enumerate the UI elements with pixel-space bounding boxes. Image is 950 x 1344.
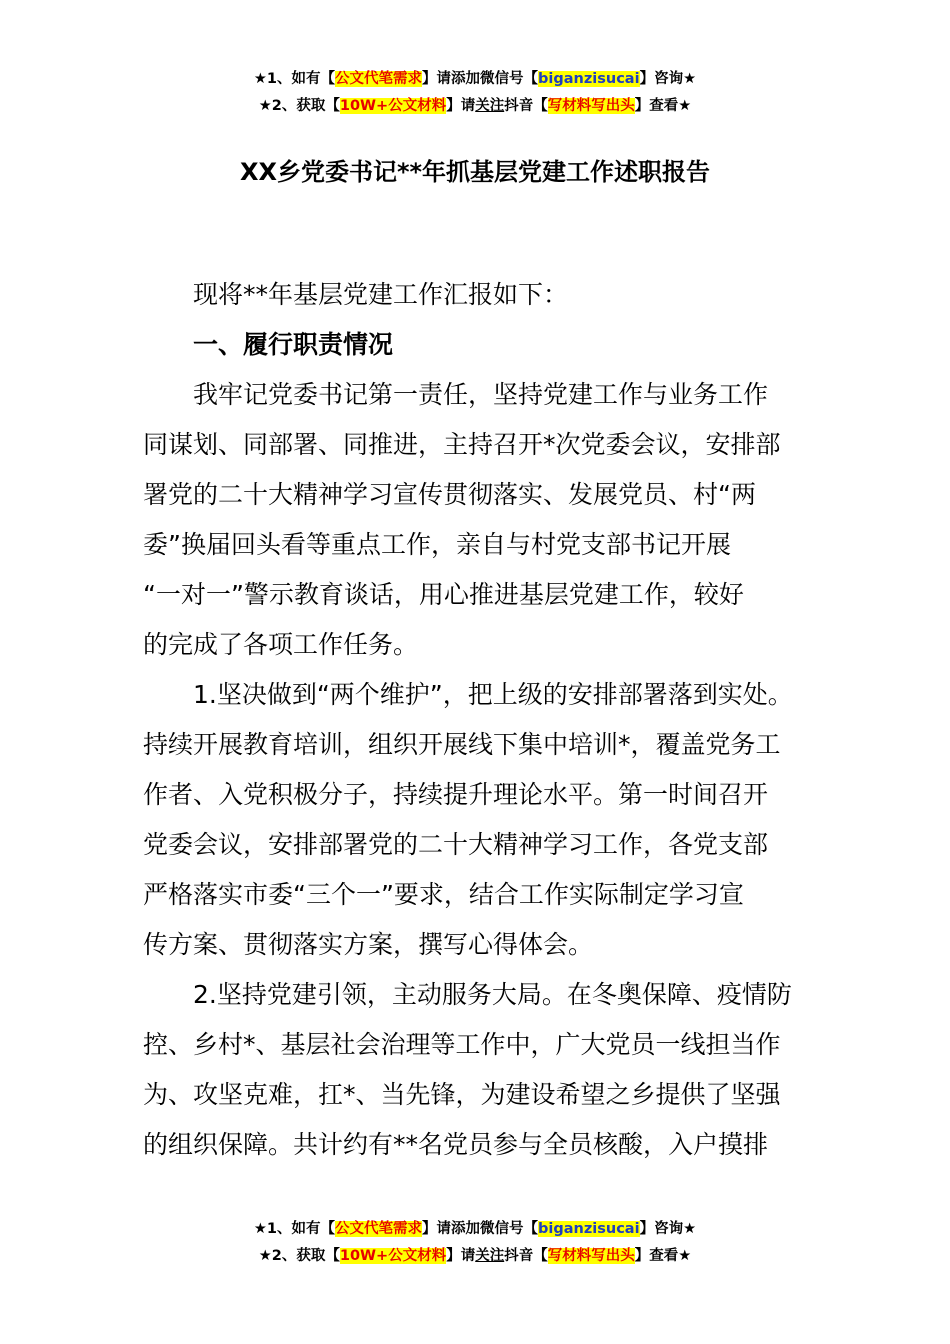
- body-line: 委”换届回头看等重点工作，亲自与村党支部书记开展: [143, 530, 731, 559]
- banner-text: 】咨询★: [639, 71, 697, 87]
- banner-wechat-id: biganzisucai: [538, 71, 640, 87]
- banner-underlined: 关注: [475, 98, 505, 114]
- bottom-banner: [0, 1216, 950, 1270]
- banner-highlight: 写材料写出头: [547, 98, 635, 114]
- banner-text: ★1、如有【: [253, 71, 336, 87]
- banner-line-1: [0, 66, 950, 93]
- banner-line-2: [0, 93, 950, 120]
- banner-text: 抖音【: [504, 1248, 548, 1264]
- banner-text: 】请: [446, 98, 476, 114]
- body-line: 我牢记党委书记第一责任，坚持党建工作与业务工作: [193, 380, 769, 409]
- banner-line-1: [0, 1216, 950, 1243]
- document-title: XX乡党委书记**年抓基层党建工作述职报告: [239, 158, 711, 186]
- banner-text: 】请添加微信号【: [422, 1221, 539, 1237]
- banner-highlight: 公文代笔需求: [335, 1221, 423, 1237]
- body-line: 持续开展教育培训，组织开展线下集中培训*，覆盖党务工: [143, 730, 781, 759]
- banner-wechat-id: biganzisucai: [538, 1221, 640, 1237]
- body-line: 控、乡村*、基层社会治理等工作中，广大党员一线担当作: [143, 1030, 781, 1059]
- banner-text: 抖音【: [504, 98, 548, 114]
- banner-text: 】咨询★: [639, 1221, 697, 1237]
- banner-highlight: 10W+公文材料: [339, 1248, 447, 1264]
- banner-text: 】查看★: [634, 98, 692, 114]
- banner-text: ★2、获取【: [258, 1248, 340, 1264]
- body-line: “一对一”警示教育谈话，用心推进基层党建工作，较好: [143, 580, 744, 609]
- body-line: 现将**年基层党建工作汇报如下：: [193, 280, 569, 309]
- top-banner: [0, 66, 950, 120]
- banner-text: ★2、获取【: [258, 98, 340, 114]
- body-line: 党委会议，安排部署党的二十大精神学习工作，各党支部: [143, 830, 769, 859]
- banner-line-2: [0, 1243, 950, 1270]
- banner-highlight: 公文代笔需求: [335, 71, 423, 87]
- banner-text: ★1、如有【: [253, 1221, 336, 1237]
- body-line: 严格落实市委“三个一”要求，结合工作实际制定学习宣: [143, 880, 744, 909]
- banner-highlight: 10W+公文材料: [339, 98, 447, 114]
- body-line: 的组织保障。共计约有**名党员参与全员核酸，入户摸排: [143, 1130, 769, 1159]
- body-line: 传方案、贯彻落实方案，撰写心得体会。: [143, 930, 594, 959]
- body-line: 的完成了各项工作任务。: [143, 630, 419, 659]
- body-line: 为、攻坚克难，扛*、当先锋，为建设希望之乡提供了坚强: [143, 1080, 781, 1109]
- body-line: 2.坚持党建引领，主动服务大局。在冬奥保障、疫情防: [193, 980, 792, 1009]
- banner-highlight: 写材料写出头: [547, 1248, 635, 1264]
- body-line: 同谋划、同部署、同推进，主持召开*次党委会议，安排部: [143, 430, 781, 459]
- section-heading: 一、履行职责情况: [193, 330, 394, 359]
- banner-text: 】请: [446, 1248, 476, 1264]
- banner-text: 】请添加微信号【: [422, 71, 539, 87]
- banner-text: 】查看★: [634, 1248, 692, 1264]
- banner-underlined: 关注: [475, 1248, 505, 1264]
- body-line: 1.坚决做到“两个维护”，把上级的安排部署落到实处。: [193, 680, 793, 709]
- body-line: 作者、入党积极分子，持续提升理论水平。第一时间召开: [143, 780, 769, 809]
- body-line: 署党的二十大精神学习宣传贯彻落实、发展党员、村“两: [143, 480, 756, 509]
